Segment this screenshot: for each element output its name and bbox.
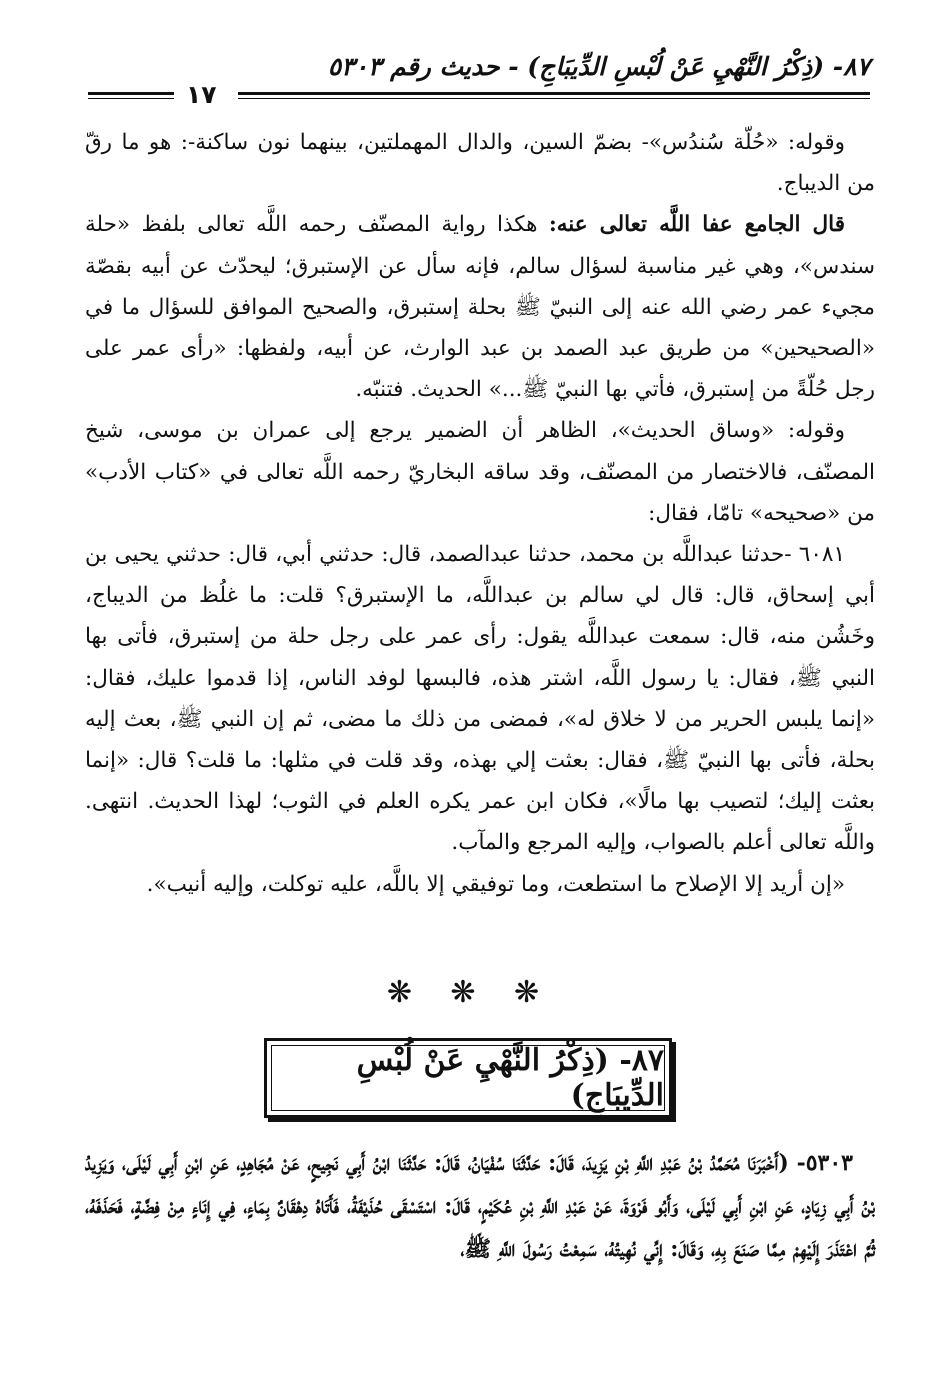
header-rule-short — [88, 92, 174, 95]
commentary-text — [85, 122, 875, 905]
section-heading-box — [264, 1038, 672, 1118]
header-rule-short-thin — [88, 98, 174, 99]
paragraph: ٦٠٨١ -حدثنا عبداللَّه بن محمد، حدثنا عبدالصمد، قال: حدثني أبي، قال: حدثني يحيى بن أبي إسحاق، قال: قال لي سالم بن عبداللَّه، ما الإستبرق؟ قلت: ما غلُظ من الديباج، وخَشُن منه، قال: سمعت عبداللَّه يقول: رأى عمر على رجل حلة من إستبرق، فأتى بها النبي ﷺ، فقال: يا رسول اللَّه، اشتر هذه، فالبسها لوفد الناس، إذا قدموا عليك، فقال: «إنما يلبس الحرير من لا خلاق له»، فمضى من ذلك ما مضى، ثم إن النبي ﷺ، بعث إليه بحلة، فأتى بها النبيّ ﷺ، فقال: بعثت إلي بهذه، وقد قلت في مثلها: ما قلت؟ قال: «إنما بعثت إليك؛ لتصيب بها مالًا»، فكان ابن عمر يكره العلم في الثوب؛ لهذا الحديث. انتهى. واللَّه تعالى أعلم بالصواب، وإليه المرجع والمآب. — [85, 542, 875, 856]
running-title: ٨٧- (ذِكْرُ النَّهْيِ عَنْ لُبْسِ الدِّيبَاجِ) - حديث رقم ٥٣٠٣ — [327, 52, 870, 81]
header-rule-thin — [238, 98, 870, 99]
section-heading: ٨٧- (ذِكْرُ النَّهْيِ عَنْ لُبْسِ الدِّيبَاجِ) — [271, 1045, 665, 1111]
page-number: ١٧ — [186, 80, 217, 109]
paragraph: «إن أريد إلا الإصلاح ما استطعت، وما توفيقي إلا باللَّه، عليه توكلت، وإليه أنيب». — [146, 871, 845, 897]
header-rule — [238, 92, 870, 95]
paragraph: قال الجامع عفا اللَّه تعالى عنه: هكذا رواية المصنّف رحمه اللَّه تعالى بلفظ «حلة سندس»، وهي غير مناسبة لسؤال سالم، فإنه سأل عن الإستبرق؛ ليحدّث عن أبيه بقصّة مجيء عمر رضي الله عنه إلى النبيّ ﷺ بحلة إستبرق، والصحيح الموافق للسؤال ما في «الصحيحين» من طريق عبد الصمد بن عبد الوارث، عن أبيه، ولفظها: «رأى عمر على رجل حُلّةً من إستبرق، فأتي بها النبيّ ﷺ...» الحديث. فتنبّه. — [85, 212, 875, 403]
hadith-paragraph: ٥٣٠٣- (أَخْبَرَنَا مُحَمَّدُ بْنُ عَبْدِ اللَّهِ بْنِ يَزِيدَ، قَالَ: حَدَّثَنَا سُفْيَانُ، قَالَ: حَدَّثَنَا ابْنُ أَبِي نَجِيحٍ، عَنْ مُجَاهِدٍ، عَنِ ابْنِ أَبِي لَيْلَى، وَيَزِيدُ بْنُ أَبِي زِيَادٍ، عَنِ ابْنِ أَبِي لَيْلَى، وَأَبُو فَرْوَةَ، عَنْ عَبْدِ اللَّهِ بْنِ عُكَيْمٍ، قَالَ: اسْتَسْقَى حُذَيْفَةُ، فَأَتَاهُ دِهْقَانٌ بِمَاءٍ، فِي إِنَاءٍ مِنْ فِضَّةٍ، فَحَذَفَهُ، ثُمَّ اعْتَذَرَ إِلَيْهِمْ مِمَّا صَنَعَ بِهِ، وَقَالَ: إِنِّي نُهِيتُهُ، سَمِعْتُ رَسُولَ اللَّهِ ﷺ، — [85, 1150, 875, 1262]
paragraph: وقوله: «حُلّة سُندُس»- بضمّ السين، والدال المهملتين، بينهما نون ساكنة-: هو ما رقّ من الديباج. — [85, 130, 875, 197]
section-separator: ❋ ❋ ❋ — [386, 975, 554, 1010]
paragraph-lead: قال الجامع عفا اللَّه تعالى عنه: — [548, 212, 845, 238]
hadith-text — [85, 1142, 875, 1271]
paragraph: وقوله: «وساق الحديث»، الظاهر أن الضمير يرجع إلى عمران بن موسى، شيخ المصنّف، فالاختصار من المصنّف، وقد ساقه البخاريّ رحمه اللَّه تعالى في «كتاب الأدب» من «صحيحه» تامّا، فقال: — [85, 418, 875, 526]
running-header — [88, 52, 870, 112]
